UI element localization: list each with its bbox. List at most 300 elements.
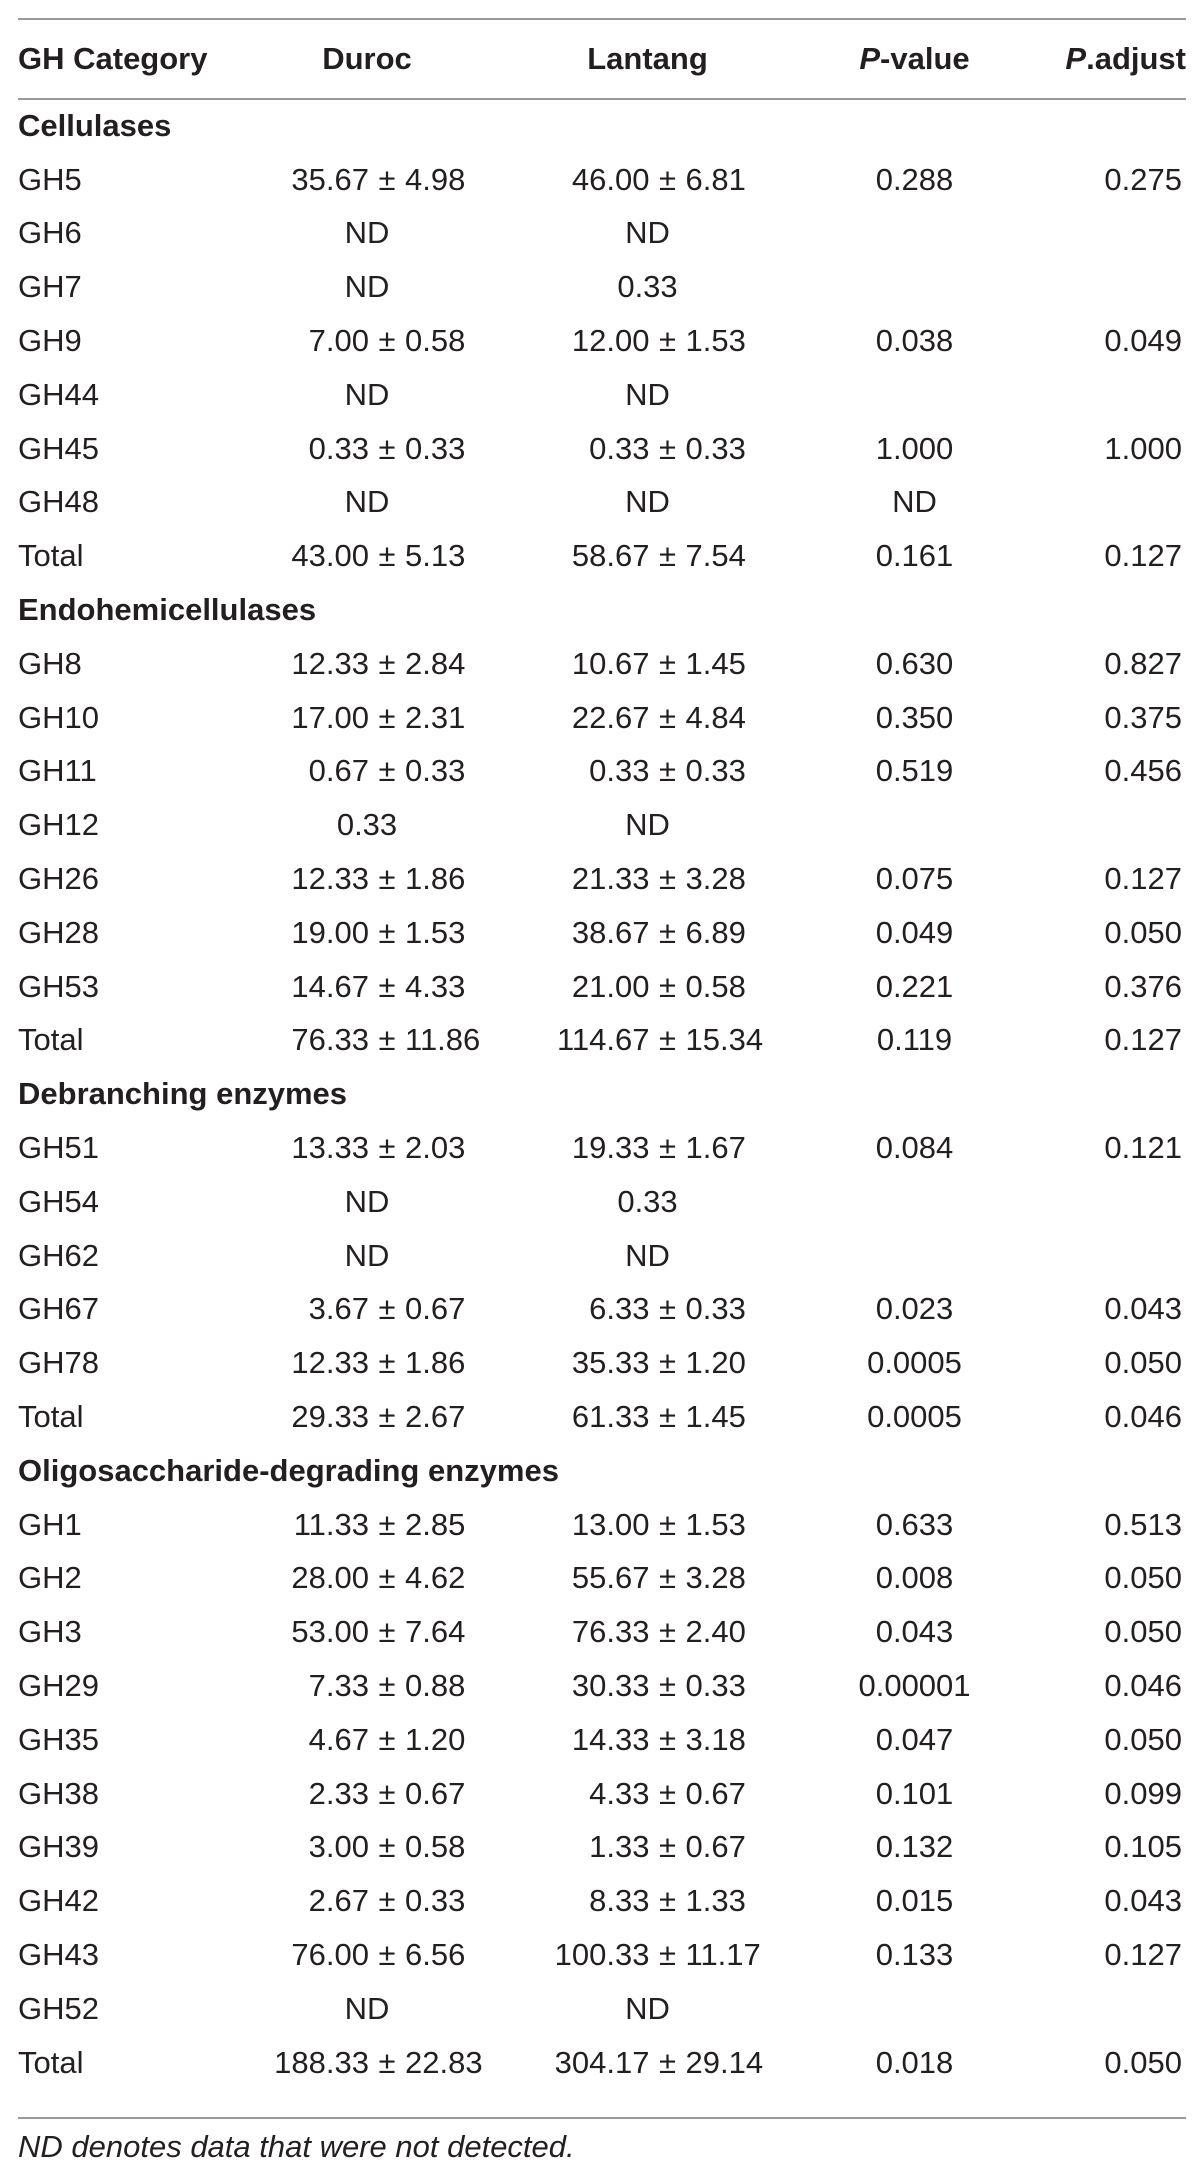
plus-minus-sign: ±: [658, 914, 676, 950]
gh-label: GH6: [18, 215, 82, 251]
p-value: 0.101: [875, 1775, 954, 1811]
plus-minus-sign: ±: [658, 323, 676, 359]
lantang-value-se: 1.45: [685, 1399, 746, 1435]
table-row: [18, 1928, 1186, 1982]
duroc-value-mean: 3.67: [308, 1291, 369, 1327]
p-adjust: 0.050: [1104, 1614, 1182, 1650]
duroc-value-mean: 188.33: [274, 2044, 369, 2080]
lantang-value: [507, 852, 788, 906]
duroc-value-se: 2.31: [405, 699, 466, 735]
p-adjust: 0.376: [1104, 968, 1182, 1004]
gh-label: GH29: [18, 1668, 99, 1703]
table-row: [18, 1229, 1186, 1283]
plus-minus-sign: ±: [658, 538, 676, 574]
lantang-value-se: 1.45: [685, 645, 746, 681]
gh-label: Total: [18, 1399, 84, 1435]
duroc-value-se: 4.33: [405, 968, 466, 1004]
lantang-value: [507, 1821, 788, 1875]
category-row: [18, 583, 1186, 637]
duroc-value: ND: [344, 376, 390, 412]
header-p-value: [788, 19, 1041, 99]
lantang-value: ND: [625, 376, 670, 412]
lantang-value-mean: 6.33: [589, 1291, 650, 1327]
p-value: [788, 1175, 1041, 1229]
lantang-value-se: 0.33: [685, 753, 746, 789]
lantang-value-mean: 58.67: [571, 538, 650, 574]
p-adjust: 0.513: [1104, 1506, 1182, 1542]
duroc-value: [227, 314, 507, 368]
p-value: [788, 260, 1041, 314]
p-adjust: [1041, 207, 1186, 261]
duroc-value: [227, 153, 507, 207]
plus-minus-sign: ±: [378, 1668, 396, 1703]
duroc-value-se: 1.53: [405, 914, 466, 950]
lantang-value-mean: 1.33: [589, 1829, 650, 1865]
p-value: 0.049: [875, 914, 954, 950]
duroc-value-mean: 14.67: [291, 968, 369, 1004]
header-p-adjust: [1041, 19, 1186, 99]
p-adjust: 0.127: [1104, 1936, 1182, 1972]
lantang-value-se: 1.53: [685, 1506, 746, 1542]
table-row: [18, 368, 1186, 422]
duroc-value-se: 0.67: [405, 1291, 466, 1327]
plus-minus-sign: ±: [658, 2044, 676, 2080]
lantang-value: [507, 1336, 788, 1390]
p-adjust: 1.000: [1104, 430, 1182, 466]
p-adjust: 0.121: [1104, 1130, 1182, 1166]
duroc-value-mean: 12.33: [291, 645, 369, 681]
table-row: [18, 1767, 1186, 1821]
duroc-value-mean: 4.67: [308, 1721, 369, 1757]
plus-minus-sign: ±: [378, 914, 396, 950]
lantang-value-mean: 0.33: [589, 430, 650, 466]
table-row: [18, 1390, 1186, 1444]
p-adjust: [1041, 1175, 1186, 1229]
p-value: 0.075: [875, 861, 954, 897]
p-value: 0.0005: [867, 1399, 962, 1435]
duroc-value-mean: 7.00: [308, 323, 369, 359]
table-body: [18, 99, 1186, 2089]
p-adjust: [1041, 798, 1186, 852]
category-row: [18, 1067, 1186, 1121]
table-row: [18, 1713, 1186, 1767]
lantang-value-se: 0.58: [685, 968, 746, 1004]
plus-minus-sign: ±: [378, 1721, 396, 1757]
lantang-value-mean: 21.33: [571, 861, 650, 897]
p-adjust: [1041, 1982, 1186, 2036]
plus-minus-sign: ±: [658, 1399, 676, 1435]
plus-minus-sign: ±: [378, 968, 396, 1004]
plus-minus-sign: ±: [378, 645, 396, 681]
p-value: [788, 207, 1041, 261]
plus-minus-sign: ±: [378, 2044, 396, 2080]
lantang-value: [507, 1552, 788, 1606]
table-row: [18, 852, 1186, 906]
lantang-value-mean: 46.00: [571, 161, 650, 197]
p-adjust: 0.050: [1104, 2044, 1182, 2080]
duroc-value-mean: 28.00: [291, 1560, 369, 1596]
lantang-value: [507, 314, 788, 368]
duroc-value-mean: 76.33: [291, 1022, 369, 1058]
p-adjust: 0.050: [1104, 1721, 1182, 1757]
plus-minus-sign: ±: [658, 430, 676, 466]
duroc-value: [227, 852, 507, 906]
plus-minus-sign: ±: [378, 1775, 396, 1811]
lantang-value-mean: 10.67: [571, 645, 650, 681]
lantang-value-se: 0.67: [685, 1829, 746, 1865]
p-adjust: [1041, 260, 1186, 314]
category-label: Debranching enzymes: [18, 1076, 348, 1112]
header-duroc: Duroc: [227, 19, 507, 99]
plus-minus-sign: ±: [378, 1130, 396, 1166]
duroc-value: 0.33: [336, 807, 398, 843]
duroc-value-se: 5.13: [405, 538, 466, 574]
lantang-value-se: 15.34: [685, 1022, 764, 1058]
duroc-value-mean: 0.33: [308, 430, 369, 466]
duroc-value: [227, 637, 507, 691]
duroc-value-se: 0.33: [405, 753, 466, 789]
duroc-value-se: 2.85: [405, 1506, 466, 1542]
duroc-value: [227, 1605, 507, 1659]
lantang-value: [507, 1498, 788, 1552]
duroc-value-se: 0.33: [405, 430, 466, 466]
p-value: 0.018: [875, 2044, 954, 2080]
plus-minus-sign: ±: [658, 753, 676, 789]
plus-minus-sign: ±: [378, 1560, 396, 1596]
duroc-value-se: 0.33: [405, 1883, 466, 1919]
lantang-value: [507, 1121, 788, 1175]
duroc-value: [227, 1713, 507, 1767]
lantang-value-se: 1.20: [685, 1345, 746, 1381]
p-adjust: 0.043: [1104, 1883, 1182, 1919]
duroc-value: [227, 1767, 507, 1821]
p-adjust: 0.275: [1104, 161, 1182, 197]
p-value: 0.008: [875, 1560, 954, 1596]
p-adjust: 0.050: [1104, 914, 1182, 950]
table-row: [18, 1821, 1186, 1875]
lantang-value-mean: 35.33: [571, 1345, 650, 1381]
table-row: [18, 2036, 1186, 2090]
duroc-value: [227, 2036, 507, 2090]
duroc-value: [227, 529, 507, 583]
category-label: Oligosaccharide-degrading enzymes: [18, 1452, 559, 1488]
lantang-value: [507, 1283, 788, 1337]
plus-minus-sign: ±: [658, 1829, 676, 1865]
lantang-value: [507, 529, 788, 583]
p-adjust: 0.105: [1104, 1829, 1182, 1865]
duroc-value-se: 2.84: [405, 645, 466, 681]
gh-label: GH5: [18, 161, 82, 197]
p-adjust: 0.046: [1104, 1668, 1182, 1703]
lantang-value-se: 0.33: [685, 1291, 746, 1327]
duroc-value-se: 0.58: [405, 1829, 466, 1865]
table-row: [18, 314, 1186, 368]
plus-minus-sign: ±: [378, 538, 396, 574]
duroc-value-se: 0.58: [405, 323, 466, 359]
lantang-value-se: 11.17: [685, 1936, 761, 1972]
plus-minus-sign: ±: [658, 1721, 676, 1757]
header-p-value-p: P: [859, 41, 881, 76]
p-value: 0.633: [875, 1506, 954, 1542]
p-value: [788, 798, 1041, 852]
duroc-value: [227, 1928, 507, 1982]
header-p-adjust-rest: .adjust: [1086, 41, 1186, 76]
table-row: [18, 1336, 1186, 1390]
lantang-value-se: 7.54: [685, 538, 746, 574]
plus-minus-sign: ±: [378, 323, 396, 359]
p-value: 0.00001: [858, 1668, 971, 1703]
duroc-value-mean: 7.33: [308, 1668, 369, 1703]
plus-minus-sign: ±: [378, 1506, 396, 1542]
lantang-value-se: 1.33: [685, 1883, 746, 1919]
gh-label: GH3: [18, 1614, 82, 1650]
lantang-value: [507, 637, 788, 691]
table-row: [18, 745, 1186, 799]
table-row: [18, 1874, 1186, 1928]
duroc-value: [227, 1821, 507, 1875]
gh-label: GH12: [18, 807, 99, 843]
gh-label: Total: [18, 2044, 84, 2080]
duroc-value-se: 11.86: [405, 1022, 481, 1058]
duroc-value-se: 0.67: [405, 1775, 466, 1811]
table-row: [18, 637, 1186, 691]
table-row: [18, 422, 1186, 476]
lantang-value: [507, 1713, 788, 1767]
plus-minus-sign: ±: [658, 1506, 676, 1542]
plus-minus-sign: ±: [658, 1936, 676, 1972]
p-value: 0.221: [875, 968, 954, 1004]
gh-label: Total: [18, 1022, 84, 1058]
gh-label: GH2: [18, 1560, 82, 1596]
lantang-value: [507, 691, 788, 745]
plus-minus-sign: ±: [378, 161, 396, 197]
duroc-value: ND: [344, 1183, 390, 1219]
lantang-value: [507, 1874, 788, 1928]
lantang-value-se: 6.81: [685, 161, 746, 197]
duroc-value: [227, 1014, 507, 1068]
duroc-value: ND: [344, 1990, 390, 2026]
duroc-value-se: 4.98: [405, 161, 466, 197]
lantang-value-se: 3.18: [685, 1721, 746, 1757]
duroc-value-mean: 43.00: [291, 538, 369, 574]
lantang-value: [507, 1659, 788, 1713]
plus-minus-sign: ±: [658, 861, 676, 897]
plus-minus-sign: ±: [658, 1560, 676, 1596]
p-value: 0.015: [875, 1883, 954, 1919]
plus-minus-sign: ±: [378, 430, 396, 466]
gh-label: Total: [18, 538, 84, 574]
duroc-value-mean: 35.67: [291, 161, 369, 197]
duroc-value-mean: 19.00: [291, 914, 369, 950]
gh-label: GH43: [18, 1936, 99, 1972]
lantang-value-mean: 76.33: [571, 1614, 650, 1650]
p-value: [788, 368, 1041, 422]
lantang-value: [507, 906, 788, 960]
plus-minus-sign: ±: [658, 645, 676, 681]
table-row: [18, 1283, 1186, 1337]
p-value: ND: [892, 484, 937, 520]
duroc-value: [227, 745, 507, 799]
duroc-value: [227, 1498, 507, 1552]
lantang-value: ND: [625, 1990, 670, 2026]
p-value: 0.350: [875, 699, 954, 735]
plus-minus-sign: ±: [378, 699, 396, 735]
p-value: 0.519: [875, 753, 954, 789]
lantang-value: [507, 153, 788, 207]
p-value: 0.047: [875, 1721, 954, 1757]
plus-minus-sign: ±: [658, 1775, 676, 1811]
duroc-value: ND: [344, 215, 390, 251]
lantang-value: [507, 1767, 788, 1821]
p-value: [788, 1982, 1041, 2036]
category-row: [18, 99, 1186, 153]
plus-minus-sign: ±: [378, 1399, 396, 1435]
table-row: [18, 1498, 1186, 1552]
gh-label: GH11: [18, 753, 97, 789]
p-adjust: 0.099: [1104, 1775, 1182, 1811]
gh-label: GH42: [18, 1883, 99, 1919]
table-row: [18, 260, 1186, 314]
lantang-value: [507, 960, 788, 1014]
lantang-value: ND: [625, 1237, 670, 1273]
gh-label: GH45: [18, 430, 99, 466]
p-adjust: [1041, 476, 1186, 530]
gh-label: GH28: [18, 914, 99, 950]
lantang-value: ND: [625, 215, 670, 251]
plus-minus-sign: ±: [378, 1345, 396, 1381]
duroc-value-mean: 29.33: [291, 1399, 369, 1435]
duroc-value-se: 4.62: [405, 1560, 466, 1596]
table-row: [18, 691, 1186, 745]
plus-minus-sign: ±: [378, 1829, 396, 1865]
duroc-value: [227, 960, 507, 1014]
duroc-value-se: 1.20: [405, 1721, 466, 1757]
p-adjust: 0.046: [1104, 1399, 1182, 1435]
plus-minus-sign: ±: [378, 1291, 396, 1327]
duroc-value-se: 1.86: [405, 861, 466, 897]
lantang-value-se: 6.89: [685, 914, 746, 950]
header-gh-category: GH Category: [18, 19, 227, 99]
p-value: 0.0005: [867, 1345, 962, 1381]
duroc-value: [227, 1552, 507, 1606]
lantang-value-mean: 21.00: [571, 968, 650, 1004]
gh-label: GH39: [18, 1829, 99, 1865]
lantang-value: 0.33: [617, 269, 678, 305]
lantang-value-mean: 14.33: [571, 1721, 650, 1757]
p-adjust: 0.827: [1104, 645, 1182, 681]
p-adjust: 0.127: [1104, 861, 1182, 897]
header-p-adjust-p: P: [1065, 41, 1087, 76]
lantang-value-mean: 4.33: [589, 1775, 650, 1811]
table-row: [18, 798, 1186, 852]
lantang-value: 0.33: [617, 1183, 678, 1219]
duroc-value: [227, 1659, 507, 1713]
lantang-value-mean: 100.33: [554, 1936, 650, 1972]
gh-label: GH62: [18, 1237, 99, 1273]
duroc-value-se: 6.56: [405, 1936, 466, 1972]
duroc-value: [227, 1336, 507, 1390]
lantang-value-mean: 22.67: [571, 699, 650, 735]
duroc-value: [227, 691, 507, 745]
header-row: [18, 19, 1186, 99]
plus-minus-sign: ±: [658, 699, 676, 735]
gh-label: GH51: [18, 1130, 99, 1166]
p-value: 0.023: [875, 1291, 954, 1327]
duroc-value-se: 2.03: [405, 1130, 466, 1166]
duroc-value-mean: 12.33: [291, 1345, 369, 1381]
gh-label: GH48: [18, 484, 99, 520]
lantang-value: [507, 422, 788, 476]
plus-minus-sign: ±: [658, 1130, 676, 1166]
plus-minus-sign: ±: [378, 753, 396, 789]
table-row: [18, 1659, 1186, 1713]
lantang-value: [507, 1014, 788, 1068]
p-adjust: [1041, 368, 1186, 422]
lantang-value-se: 1.67: [685, 1130, 746, 1166]
table-row: [18, 1014, 1186, 1068]
table-row: [18, 207, 1186, 261]
p-adjust: 0.050: [1104, 1560, 1182, 1596]
gh-label: GH9: [18, 323, 82, 359]
plus-minus-sign: ±: [658, 1668, 676, 1703]
lantang-value: ND: [625, 484, 670, 520]
duroc-value-mean: 12.33: [291, 861, 369, 897]
gh-label: GH52: [18, 1990, 99, 2026]
p-adjust: [1041, 1229, 1186, 1283]
duroc-value: [227, 422, 507, 476]
lantang-value: [507, 1928, 788, 1982]
header-lantang: Lantang: [507, 19, 788, 99]
lantang-value-mean: 19.33: [571, 1130, 650, 1166]
table-row: [18, 960, 1186, 1014]
lantang-value: [507, 1390, 788, 1444]
table-row: [18, 906, 1186, 960]
gh-label: GH67: [18, 1291, 99, 1327]
p-value: 0.119: [876, 1022, 953, 1058]
plus-minus-sign: ±: [658, 1345, 676, 1381]
plus-minus-sign: ±: [378, 1022, 396, 1058]
duroc-value: [227, 1121, 507, 1175]
duroc-value-se: 7.64: [405, 1614, 466, 1650]
category-label: Endohemicellulases: [18, 592, 317, 628]
lantang-value: [507, 1605, 788, 1659]
table-row: [18, 1982, 1186, 2036]
lantang-value-mean: 8.33: [589, 1883, 650, 1919]
duroc-value-mean: 2.33: [308, 1775, 369, 1811]
gh-label: GH53: [18, 968, 99, 1004]
p-adjust: 0.127: [1104, 1022, 1182, 1058]
duroc-value-se: 2.67: [405, 1399, 466, 1435]
lantang-value-mean: 13.00: [571, 1506, 650, 1542]
p-value: 1.000: [875, 430, 954, 466]
gh-label: GH26: [18, 861, 99, 897]
p-value: 0.084: [875, 1130, 954, 1166]
lantang-value-se: 0.67: [685, 1775, 746, 1811]
duroc-value: ND: [344, 1237, 390, 1273]
lantang-value-mean: 114.67: [556, 1022, 650, 1058]
p-adjust: 0.050: [1104, 1345, 1182, 1381]
lantang-value-mean: 30.33: [571, 1668, 650, 1703]
p-value: 0.038: [875, 323, 954, 359]
category-row: [18, 1444, 1186, 1498]
gh-label: GH7: [18, 269, 82, 305]
p-value: 0.133: [875, 1936, 954, 1972]
lantang-value: [507, 745, 788, 799]
duroc-value: ND: [344, 269, 390, 305]
lantang-value: [507, 2036, 788, 2090]
gh-label: GH35: [18, 1721, 99, 1757]
gh-label: GH38: [18, 1775, 99, 1811]
